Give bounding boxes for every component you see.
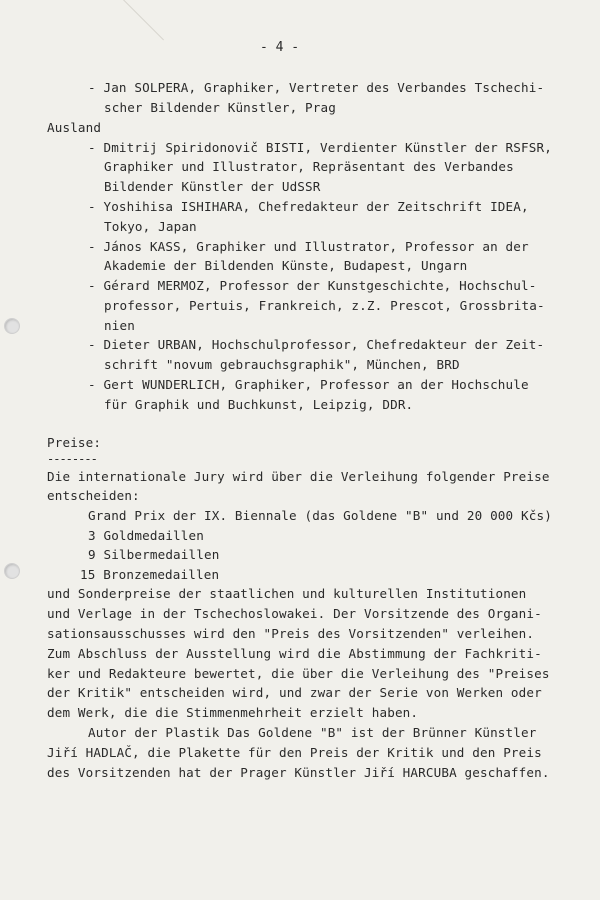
text-line: - Dieter URBAN, Hochschulprofessor, Chefredakteur der Zeit- (88, 337, 545, 352)
text-line: - Jan SOLPERA, Graphiker, Vertreter des Verbandes Tschechi- (88, 80, 545, 95)
text-line: Die internationale Jury wird über die Verleihung folgender Preise (47, 469, 550, 484)
text-line: Bildender Künstler der UdSSR (104, 179, 321, 194)
text-line: Autor der Plastik Das Goldene "B" ist der Brünner Künstler (88, 725, 537, 740)
text-line: scher Bildender Künstler, Prag (104, 100, 336, 115)
text-line: dem Werk, die die Stimmenmehrheit erzielt haben. (47, 705, 419, 720)
text-line: entscheiden: (47, 488, 140, 503)
text-line: für Graphik und Buchkunst, Leipzig, DDR. (104, 397, 414, 412)
text-line: - Dmitrij Spiridonovič BISTI, Verdienter Künstler der RSFSR, (88, 140, 552, 155)
text-line: - Yoshihisa ISHIHARA, Chefredakteur der Zeitschrift IDEA, (88, 199, 529, 214)
list-item: 3 Goldmedaillen (88, 528, 204, 543)
text-line: - János KASS, Graphiker und Illustrator, Professor an der (88, 239, 529, 254)
page-number: - 4 - (260, 40, 300, 55)
text-line: und Sonderpreise der staatlichen und kulturellen Institutionen (47, 586, 527, 601)
punch-hole (4, 563, 20, 579)
text-line: - Gérard MERMOZ, Professor der Kunstgeschichte, Hochschul- (88, 278, 537, 293)
section-heading: Ausland (47, 120, 102, 135)
heading-underline: -------- (47, 452, 97, 466)
text-line: des Vorsitzenden hat der Prager Künstler Jiří HARCUBA geschaffen. (47, 765, 550, 780)
section-heading: Preise: (47, 435, 102, 450)
list-item: 9 Silbermedaillen (88, 547, 220, 562)
text-line: Jiří HADLAČ, die Plakette für den Preis der Kritik und den Preis (47, 745, 542, 760)
text-line: schrift "novum gebrauchsgraphik", München, BRD (104, 357, 460, 372)
text-line: der Kritik" entscheiden wird, und zwar der Serie von Werken oder (47, 685, 542, 700)
punch-hole (4, 318, 20, 334)
text-line: Zum Abschluss der Ausstellung wird die Abstimmung der Fachkriti- (47, 646, 542, 661)
text-line: und Verlage in der Tschechoslowakei. Der Vorsitzende des Organi- (47, 606, 542, 621)
text-line: Akademie der Bildenden Künste, Budapest, Ungarn (104, 258, 468, 273)
text-line: sationsausschusses wird den "Preis des Vorsitzenden" verleihen. (47, 626, 535, 641)
text-line: ker und Redakteure bewertet, die über die Verleihung des "Preises (47, 666, 550, 681)
list-item: 15 Bronzemedaillen (80, 567, 220, 582)
text-line: Graphiker und Illustrator, Repräsentant des Verbandes (104, 159, 514, 174)
text-line: Grand Prix der IX. Biennale (das Goldene "B" und 20 000 Kčs) (88, 508, 552, 523)
text-line: Tokyo, Japan (104, 219, 197, 234)
text-line: professor, Pertuis, Frankreich, z.Z. Prescot, Grossbrita- (104, 298, 545, 313)
text-line: nien (104, 318, 135, 333)
text-line: - Gert WUNDERLICH, Graphiker, Professor an der Hochschule (88, 377, 529, 392)
